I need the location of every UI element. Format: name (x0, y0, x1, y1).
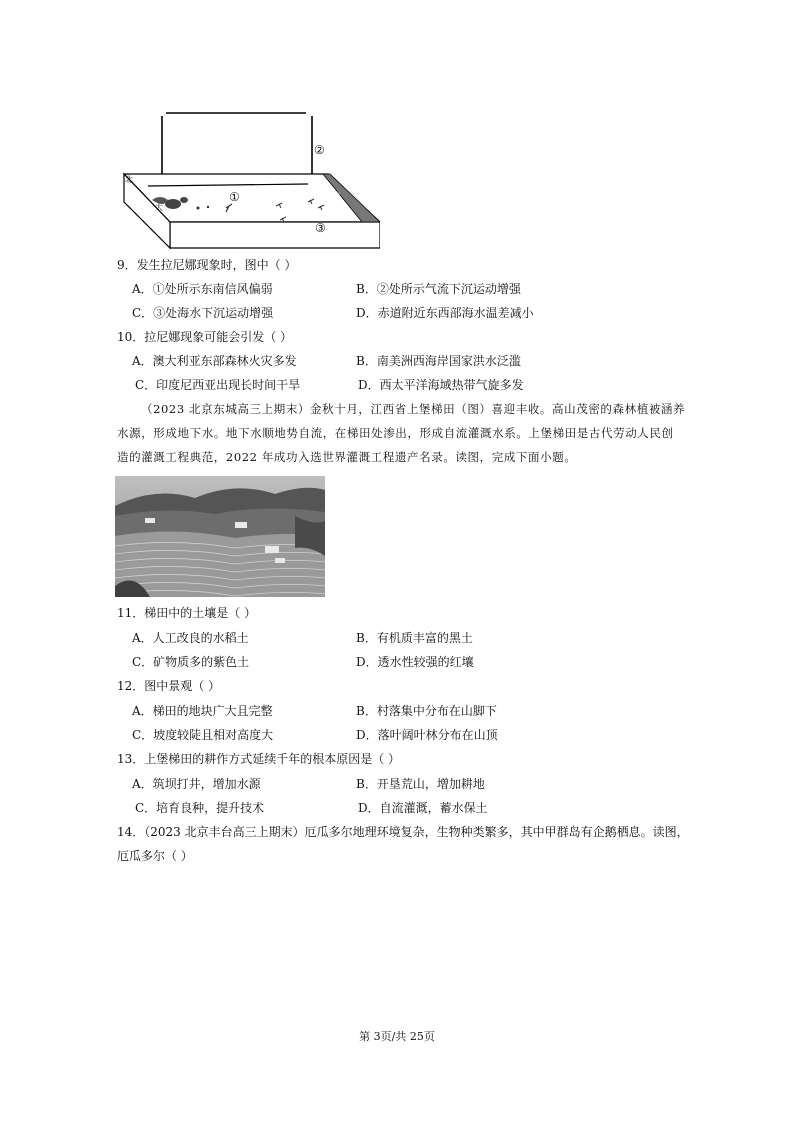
q11-option-b: B．有机质丰富的黑土 (356, 631, 473, 645)
q10-stem: 10．拉尼娜现象可能会引发（ ） (117, 330, 293, 344)
q13-stem: 13．上堡梯田的耕作方式延续千年的根本原因是（ ） (117, 752, 401, 766)
q13-option-b: B．开垦荒山，增加耕地 (356, 777, 485, 791)
q9-stem: 9．发生拉尼娜现象时，图中（ ） (117, 258, 297, 272)
q10-option-d: D．西太平洋海域热带气旋多发 (358, 378, 524, 392)
q10-option-c: C．印度尼西亚出现长时间干旱 (135, 378, 301, 392)
label-big: 大 (155, 203, 163, 212)
label-1: ① (229, 190, 240, 204)
label-north: 北 (125, 175, 133, 184)
q11-option-a: A．人工改良的水稻土 (132, 631, 249, 645)
q13-option-c: C．培育良种，提升技术 (135, 801, 265, 815)
label-3: ③ (315, 221, 326, 235)
q13-option-a: A．筑坝打井，增加水源 (132, 777, 261, 791)
page-number: 第 3页/共 25页 (359, 1030, 435, 1043)
q12-option-d: D．落叶阔叶林分布在山顶 (356, 728, 498, 742)
q12-option-c: C．坡度较陡且相对高度大 (132, 728, 274, 742)
q9-option-d: D．赤道附近东西部海水温差减小 (356, 306, 534, 320)
q9-option-b: B．②处所示气流下沉运动增强 (356, 282, 521, 296)
q9-option-a: A．①处所示东南信风偏弱 (132, 282, 273, 296)
q14-line-2: 厄瓜多尔（ ） (117, 849, 193, 863)
label-2: ② (314, 143, 325, 157)
q11-stem: 11．梯田中的土壤是（ ） (117, 606, 257, 620)
q10-option-a: A．澳大利亚东部森林火灾多发 (132, 354, 297, 368)
q12-option-a: A．梯田的地块广大且完整 (132, 704, 273, 718)
q12-stem: 12．图中景观（ ） (117, 679, 221, 693)
q11-option-c: C．矿物质多的紫色土 (132, 655, 250, 669)
passage-line-3: 造的灌溉工程典范，2022 年成功入选世界灌溉工程遗产名录。读图，完成下面小题。 (117, 450, 577, 464)
q12-option-b: B．村落集中分布在山脚下 (356, 704, 497, 718)
q13-option-d: D．自流灌溉，蓄水保土 (358, 801, 488, 815)
label-south-america: 南美洲 (334, 192, 341, 215)
terrace-photo (115, 476, 325, 597)
q14-line-1: 14．（2023 北京丰台高三上期末）厄瓜多尔地理环境复杂，生物种类繁多，其中甲群岛有企鹅栖息。读图， (117, 825, 689, 839)
q9-option-c: C．③处海水下沉运动增强 (132, 306, 274, 320)
passage-line-1: （2023 北京东城高三上期末）金秋十月，江西省上堡梯田（图）喜迎丰收。高山茂密的森林植被涵养 (141, 402, 686, 416)
passage (117, 397, 697, 469)
q10-option-b: B．南美洲西海岸国家洪水泛滥 (356, 354, 521, 368)
passage-line-2: 水源，形成地下水。地下水顺地势自流，在梯田处渗出，形成自流灌溉水系。上堡梯田是古代劳动人民创 (117, 426, 674, 440)
walker-circulation-diagram (118, 104, 380, 250)
q11-option-d: D．透水性较强的红壤 (356, 655, 474, 669)
